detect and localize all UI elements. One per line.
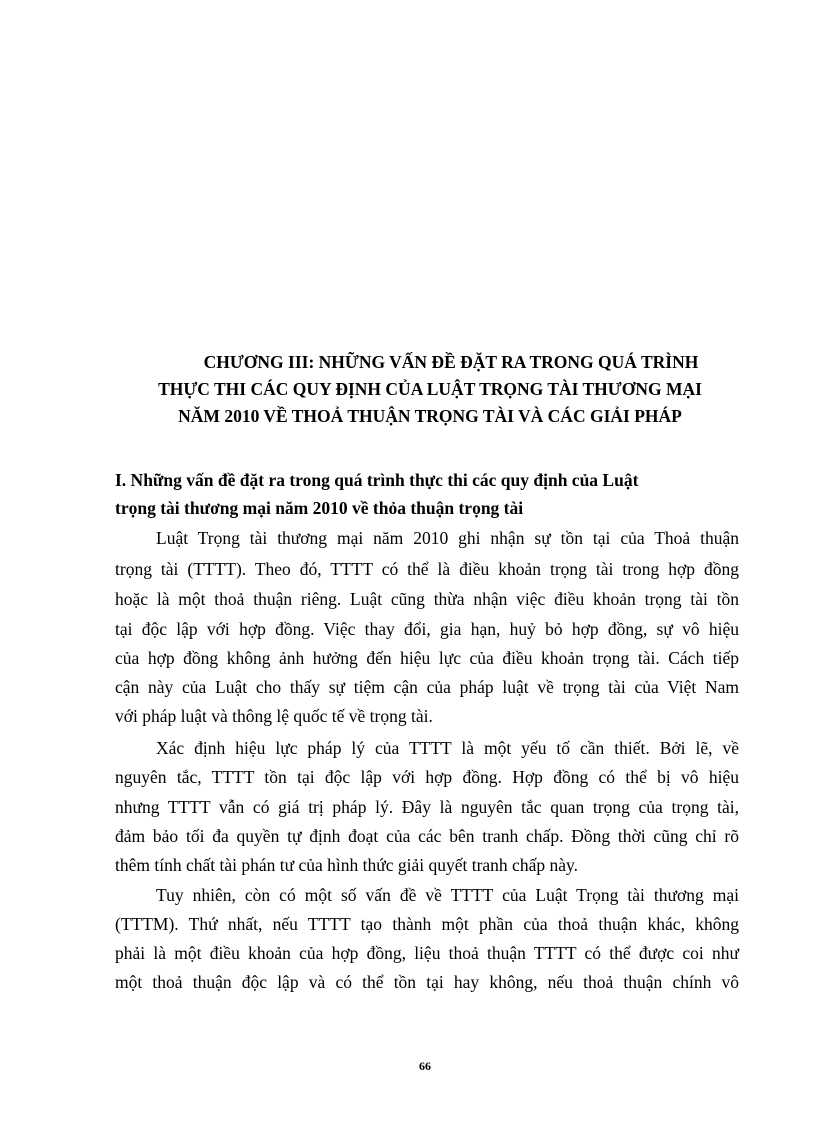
paragraph-line: thêm tính chất tài phán tư của hình thức giải quyết tranh chấp này. bbox=[115, 855, 578, 875]
paragraph-line: đảm bảo tối đa quyền tự định đoạt của các bên tranh chấp. Đồng thời cũng chỉ rõ bbox=[115, 826, 739, 846]
paragraph-line: với pháp luật và thông lệ quốc tế về trọng tài. bbox=[115, 706, 433, 726]
paragraph-line: trọng tài (TTTT). Theo đó, TTTT có thể là điều khoản trọng tài trong hợp đồng bbox=[115, 559, 739, 579]
page-number: 66 bbox=[419, 1059, 431, 1073]
paragraph-line: một thoả thuận độc lập và có thể tồn tại hay không, nếu thoả thuận chính vô bbox=[115, 972, 739, 992]
paragraph-line: Luật Trọng tài thương mại năm 2010 ghi nhận sự tồn tại của Thoả thuận bbox=[156, 528, 739, 548]
paragraph-line: nhưng TTTT vẫn có giá trị pháp lý. Đây là nguyên tắc quan trọng của trọng tài, bbox=[115, 797, 739, 817]
section-heading bbox=[115, 466, 739, 522]
paragraph-line: nguyên tắc, TTTT tồn tại độc lập với hợp đồng. Hợp đồng có thể bị vô hiệu bbox=[115, 767, 739, 787]
paragraph-line: của hợp đồng không ảnh hưởng đến hiệu lực của điều khoản trọng tài. Cách tiếp bbox=[115, 648, 739, 668]
paragraph-line: (TTTM). Thứ nhất, nếu TTTT tạo thành một phần của thoả thuận khác, không bbox=[115, 914, 739, 934]
paragraph-line: cận này của Luật cho thấy sự tiệm cận của pháp luật về trọng tài của Việt Nam bbox=[115, 677, 739, 697]
chapter-title-line: THỰC THI CÁC QUY ĐỊNH CỦA LUẬT TRỌNG TÀI THƯƠNG MẠI bbox=[158, 379, 702, 399]
paragraph-line: hoặc là một thoả thuận riêng. Luật cũng thừa nhận việc điều khoản trọng tài tồn bbox=[115, 589, 739, 609]
chapter-title-line: NĂM 2010 VỀ THOẢ THUẬN TRỌNG TÀI VÀ CÁC GIẢI PHÁP bbox=[178, 406, 682, 426]
chapter-title-line: CHƯƠNG III: NHỮNG VẤN ĐỀ ĐẶT RA TRONG QUÁ TRÌNH bbox=[203, 352, 699, 372]
chapter-title bbox=[115, 349, 745, 430]
section-heading-line: I. Những vấn đề đặt ra trong quá trình thực thi các quy định của Luật bbox=[115, 470, 639, 490]
section-heading-line: trọng tài thương mại năm 2010 về thỏa thuận trọng tài bbox=[115, 498, 524, 518]
paragraph-line: tại độc lập với hợp đồng. Việc thay đổi, gia hạn, huỷ bỏ hợp đồng, sự vô hiệu bbox=[115, 619, 739, 639]
paragraph-line: phải là một điều khoản của hợp đồng, liệu thoả thuận TTTT có thể được coi như bbox=[115, 943, 739, 963]
paragraph-line: Tuy nhiên, còn có một số vấn đề về TTTT của Luật Trọng tài thương mại bbox=[156, 885, 739, 905]
paragraph-line: Xác định hiệu lực pháp lý của TTTT là một yếu tố cần thiết. Bởi lẽ, về bbox=[156, 738, 739, 758]
